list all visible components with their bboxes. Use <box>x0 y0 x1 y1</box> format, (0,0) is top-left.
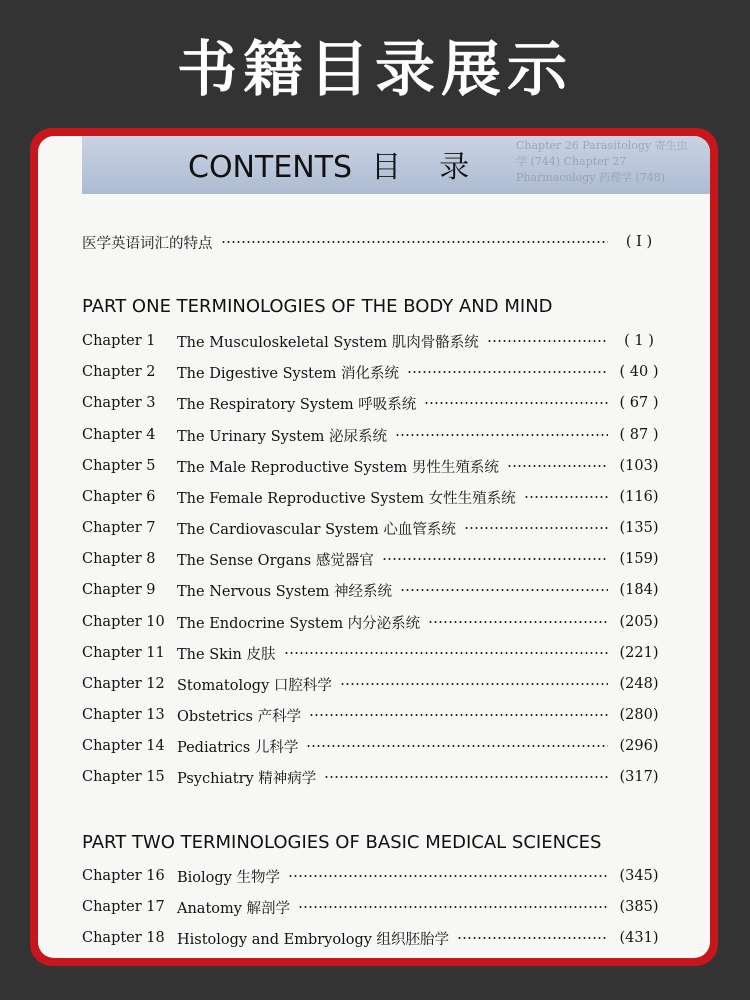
chapter-label: Chapter 11 <box>82 645 165 661</box>
chapter-label: Chapter 12 <box>82 676 165 692</box>
toc-row <box>82 895 662 919</box>
chapter-page: (103) <box>619 458 659 474</box>
leader-dots <box>221 241 609 243</box>
toc-row <box>82 926 662 950</box>
chapter-page: (385) <box>619 899 659 915</box>
leader-dots <box>340 683 608 685</box>
chapter-label: Chapter 17 <box>82 899 165 915</box>
chapter-title: The Digestive System 消化系统 <box>177 365 399 382</box>
leader-dots <box>382 558 608 560</box>
leader-dots <box>487 340 608 342</box>
chapter-label: Chapter 2 <box>82 364 156 380</box>
chapter-title: Stomatology 口腔科学 <box>177 677 332 694</box>
chapter-label: Chapter 4 <box>82 427 156 443</box>
banner-title: 书籍目录展示 <box>177 35 573 105</box>
chapter-label: Chapter 7 <box>82 520 156 536</box>
chapter-title: The Skin 皮肤 <box>177 646 276 663</box>
chapter-label: Chapter 14 <box>82 738 165 754</box>
chapter-title: The Nervous System 神经系统 <box>177 583 393 600</box>
toc-intro-page: ( I ) <box>625 234 653 250</box>
toc-row <box>82 864 662 888</box>
chapter-page: (248) <box>619 676 659 692</box>
chapter-title: Psychiatry 精神病学 <box>177 770 317 787</box>
chapter-label: Chapter 10 <box>82 614 165 630</box>
toc-row <box>82 360 662 384</box>
toc-row <box>82 734 662 758</box>
chapter-title: The Endocrine System 内分泌系统 <box>177 615 421 632</box>
chapter-page: (135) <box>619 520 659 536</box>
chapter-title: Anatomy 解剖学 <box>177 900 291 917</box>
chapter-page: (205) <box>619 614 659 630</box>
chapter-label: Chapter 5 <box>82 458 156 474</box>
leader-dots <box>324 776 608 778</box>
chapter-title: The Urinary System 泌尿系统 <box>177 428 388 445</box>
chapter-title: Pediatrics 儿科学 <box>177 739 299 756</box>
chapter-page: (116) <box>619 489 659 505</box>
chapter-label: Chapter 9 <box>82 582 156 598</box>
leader-dots <box>464 527 608 529</box>
leader-dots <box>407 371 608 373</box>
toc-row <box>82 672 662 696</box>
chapter-label: Chapter 6 <box>82 489 156 505</box>
chapter-label: Chapter 3 <box>82 395 156 411</box>
leader-dots <box>298 906 608 908</box>
leader-dots <box>507 465 608 467</box>
toc-row <box>82 610 662 634</box>
chapter-label: Chapter 8 <box>82 551 156 567</box>
chapter-title: The Cardiovascular System 心血管系统 <box>177 521 456 538</box>
chapter-title: The Female Reproductive System 女性生殖系统 <box>177 490 516 507</box>
leader-dots <box>284 652 608 654</box>
contents-page <box>38 136 710 958</box>
toc-intro-title: 医学英语词汇的特点 <box>82 235 213 252</box>
leader-dots <box>395 434 608 436</box>
chapter-page: (431) <box>619 930 659 946</box>
leader-dots <box>288 875 608 877</box>
chapter-page: (221) <box>619 645 659 661</box>
chapter-title: Obstetrics 产科学 <box>177 708 302 725</box>
leader-dots <box>309 714 608 716</box>
chapter-label: Chapter 15 <box>82 769 165 785</box>
toc-row <box>82 641 662 665</box>
leader-dots <box>424 402 608 404</box>
chapter-page: (159) <box>619 551 659 567</box>
toc-row <box>82 485 662 509</box>
chapter-title: Biology 生物学 <box>177 869 280 886</box>
part-two-heading: PART TWO TERMINOLOGIES OF BASIC MEDICAL SCIENCES <box>82 832 602 853</box>
leader-dots <box>306 745 608 747</box>
chapter-page: ( 40 ) <box>619 364 659 380</box>
toc-row <box>82 765 662 789</box>
chapter-page: ( 1 ) <box>624 333 654 349</box>
leader-dots <box>524 496 608 498</box>
toc-intro-row <box>82 230 662 254</box>
header-ghost-text: Chapter 26 Parasitology 寄生虫学 (744) Chapter 27 Pharmacology 药理学 (748) <box>516 139 688 184</box>
chapter-page: ( 87 ) <box>619 427 659 443</box>
toc-row <box>82 454 662 478</box>
toc-row <box>82 703 662 727</box>
toc-row <box>82 547 662 571</box>
chapter-title: The Male Reproductive System 男性生殖系统 <box>177 459 499 476</box>
leader-dots <box>400 589 608 591</box>
contents-title: CONTENTS 目 录 <box>188 150 470 185</box>
leader-dots <box>457 937 608 939</box>
chapter-title: The Sense Organs 感觉器官 <box>177 552 374 569</box>
chapter-page: (184) <box>619 582 659 598</box>
chapter-label: Chapter 18 <box>82 930 165 946</box>
chapter-title: The Musculoskeletal System 肌肉骨骼系统 <box>177 334 479 351</box>
chapter-page: (317) <box>619 769 659 785</box>
part-one-heading: PART ONE TERMINOLOGIES OF THE BODY AND MIND <box>82 296 553 317</box>
chapter-label: Chapter 16 <box>82 868 165 884</box>
toc-row <box>82 423 662 447</box>
toc-row <box>82 578 662 602</box>
leader-dots <box>428 621 608 623</box>
toc-row <box>82 516 662 540</box>
chapter-page: (280) <box>619 707 659 723</box>
toc-row <box>82 391 662 415</box>
chapter-page: (345) <box>619 868 659 884</box>
chapter-page: (296) <box>619 738 659 754</box>
chapter-title: The Respiratory System 呼吸系统 <box>177 396 417 413</box>
chapter-title: Histology and Embryology 组织胚胎学 <box>177 931 450 948</box>
toc-row <box>82 329 662 353</box>
chapter-page: ( 67 ) <box>619 395 659 411</box>
chapter-label: Chapter 13 <box>82 707 165 723</box>
chapter-label: Chapter 1 <box>82 333 156 349</box>
